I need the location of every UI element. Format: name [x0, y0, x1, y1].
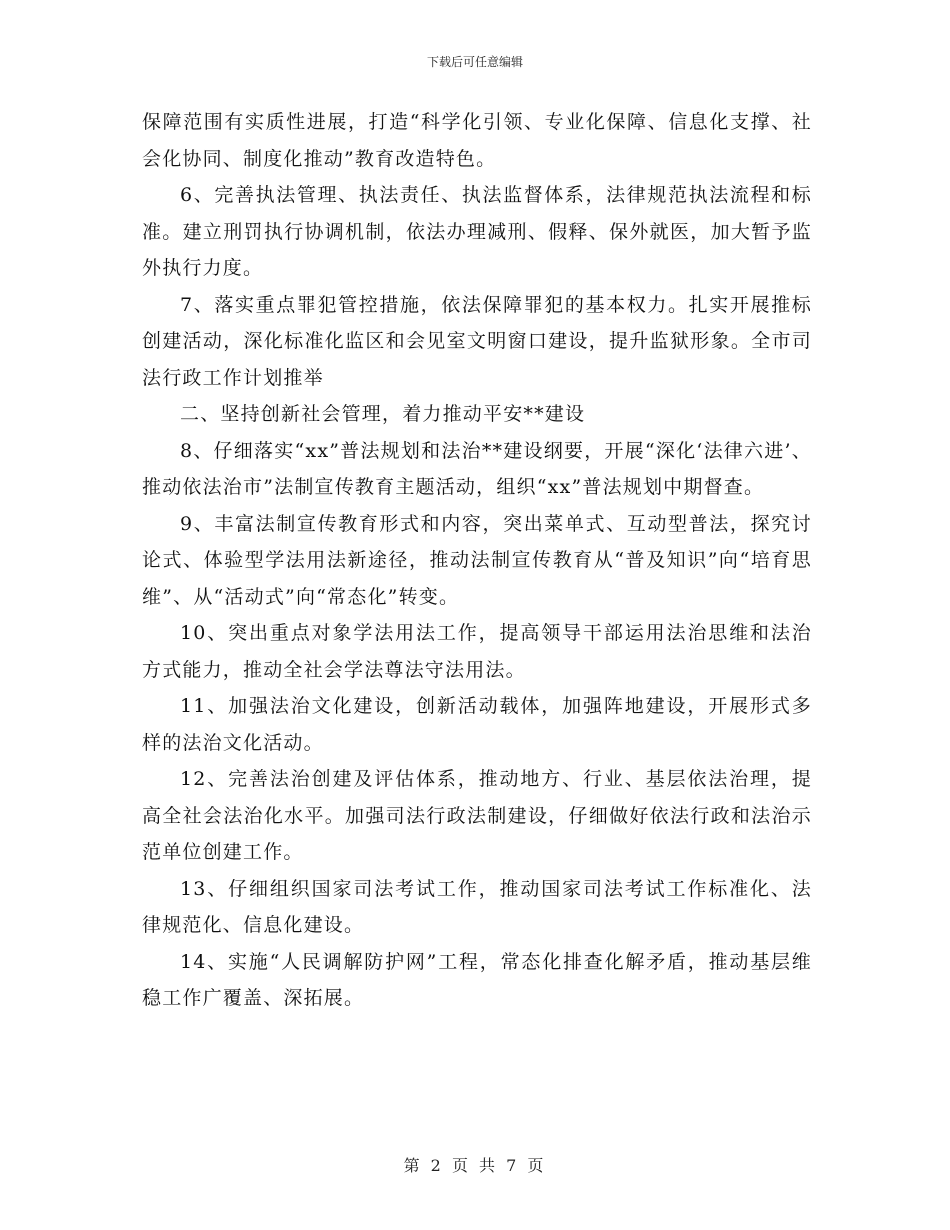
paragraph: 13、仔细组织国家司法考试工作，推动国家司法考试工作标准化、法律规范化、信息化建设。	[142, 877, 812, 936]
paragraph: 12、完善法治创建及评估体系，推动地方、行业、基层依法治理，提高全社会法治化水平。加强司法行政法制建设，仔细做好依法行政和法治示范单位创建工作。	[142, 768, 812, 863]
page-number-footer: 第 2 页 共 7 页	[403, 1156, 547, 1175]
section-heading: 二、坚持创新社会管理，着力推动平安**建设	[180, 403, 586, 425]
paragraph: 9、丰富法制宣传教育形式和内容，突出菜单式、互动型普法，探究讨论式、体验型学法用法新途径，推动法制宣传教育从“普及知识”向“培育思维”、从“活动式”向“常态化”转变。	[142, 512, 812, 608]
paragraph: 10、突出重点对象学法用法工作，提高领导干部运用法治思维和法治方式能力，推动全社会学法尊法守法用法。	[142, 622, 812, 681]
paragraph: 8、仔细落实“xx”普法规划和法治**建设纲要，开展“深化‘法律六进’、推动依法治市”法制宣传教育主题活动，组织“xx”普法规划中期督查。	[142, 439, 812, 498]
page-header: 下载后可任意编辑	[426, 55, 523, 69]
paragraph: 14、实施“人民调解防护网”工程，常态化排查化解矛盾，推动基层维稳工作广覆盖、深拓展。	[142, 950, 812, 1009]
document-body	[142, 104, 812, 1017]
paragraph: 11、加强法治文化建设，创新活动载体，加强阵地建设，开展形式多样的法治文化活动。	[142, 695, 812, 754]
paragraph: 7、落实重点罪犯管控措施，依法保障罪犯的基本权力。扎实开展推标创建活动，深化标准化监区和会见室文明窗口建设，提升监狱形象。全市司法行政工作计划推举	[142, 293, 812, 389]
paragraph: 保障范围有实质性进展，打造“科学化引领、专业化保障、信息化支撑、社会化协同、制度化推动”教育改造特色。	[142, 111, 812, 170]
paragraph: 6、完善执法管理、执法责任、执法监督体系，法律规范执法流程和标准。建立刑罚执行协调机制，依法办理减刑、假释、保外就医，加大暂予监外执行力度。	[142, 184, 812, 279]
